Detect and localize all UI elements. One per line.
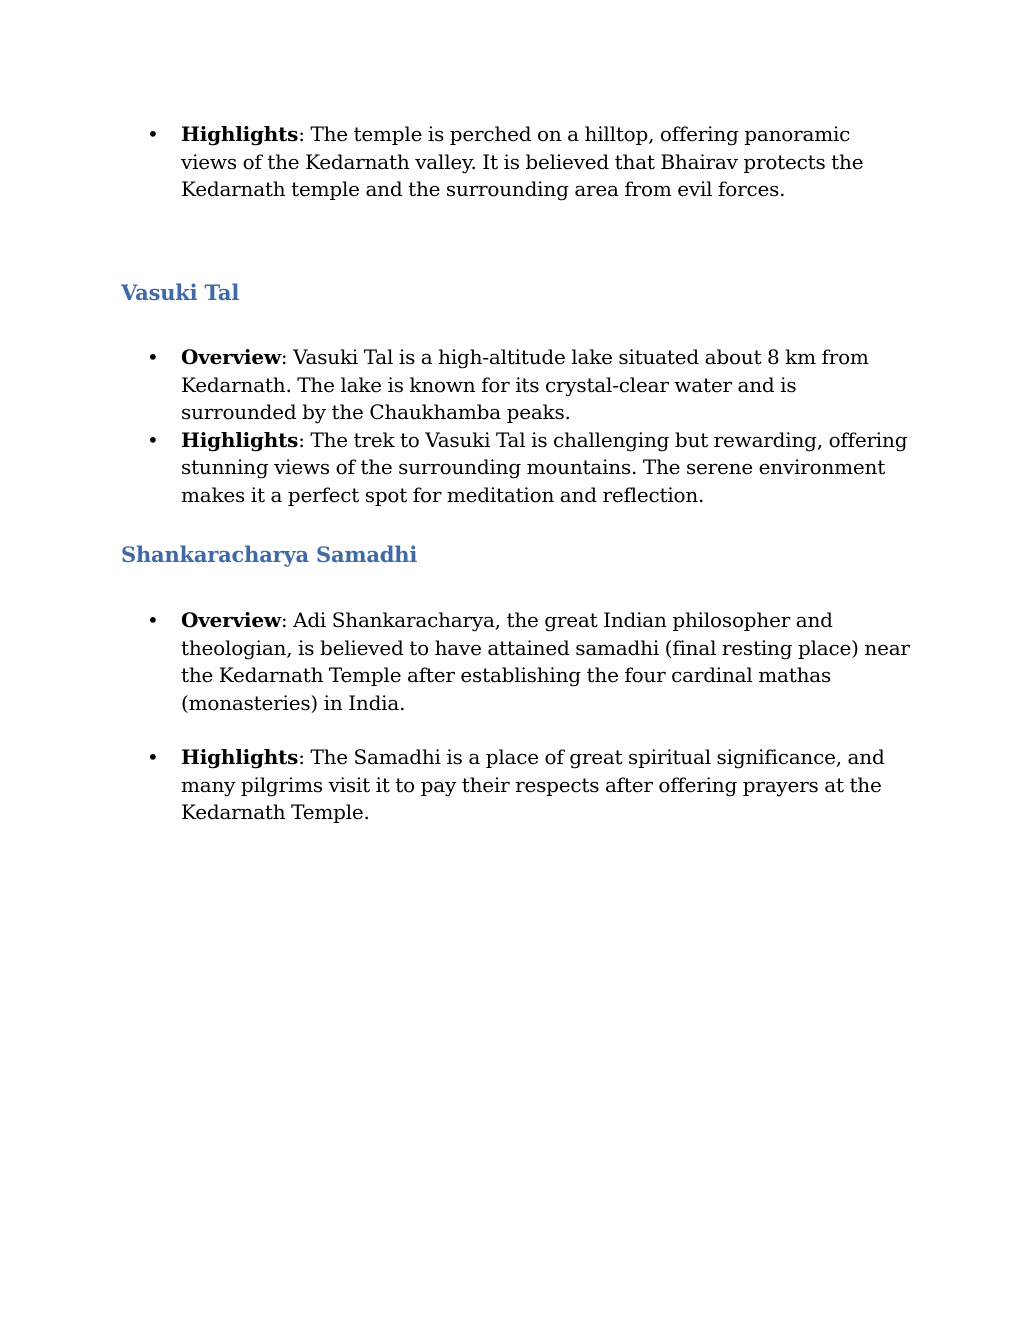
item-term: Highlights xyxy=(181,745,299,769)
item-term: Highlights xyxy=(181,122,299,146)
section-heading-vasuki-tal: Vasuki Tal xyxy=(121,280,240,305)
bullet-icon: • xyxy=(147,345,159,369)
list-item xyxy=(147,121,911,204)
item-term: Overview xyxy=(181,608,281,632)
item-term: Overview xyxy=(181,345,281,369)
item-term: Highlights xyxy=(181,427,299,452)
item-text: : The trek to Vasuki Tal is challenging but rewarding, offering stunning views of the surrounding mountains. The serene environment makes it a perfect spot for meditation and reflection. xyxy=(181,427,908,507)
list-item xyxy=(147,607,911,717)
item-text: : The Samadhi is a place of great spiritual significance, and many pilgrims visit it to pay their respects after offering prayers at the Kedarnath Temple. xyxy=(181,745,885,824)
list-item xyxy=(147,427,911,510)
bullet-icon: • xyxy=(147,427,159,452)
shankaracharya-list xyxy=(147,607,911,717)
item-text: : Vasuki Tal is a high-altitude lake situated about 8 km from Kedarnath. The lake is known for its crystal-clear water and is surrounded by the Chaukhamba peaks. xyxy=(181,345,869,424)
shankaracharya-list-2 xyxy=(147,744,911,827)
item-text: : The temple is perched on a hilltop, offering panoramic views of the Kedarnath valley. It is believed that Bhairav protects the Kedarnath temple and the surrounding area from evil forces. xyxy=(181,122,864,201)
bullet-icon: • xyxy=(147,608,159,632)
vasuki-list xyxy=(147,344,911,509)
list-item xyxy=(147,344,911,427)
bullet-icon: • xyxy=(147,122,159,146)
section-heading-shankaracharya-samadhi: Shankaracharya Samadhi xyxy=(121,542,418,567)
item-text: : Adi Shankaracharya, the great Indian philosopher and theologian, is believed to have attained samadhi (final resting place) near the Kedarnath Temple after establishing the four cardinal mathas (monasteries) in India. xyxy=(181,608,910,715)
list-item xyxy=(147,744,911,827)
bullet-icon: • xyxy=(147,745,159,769)
bhairav-list xyxy=(147,121,911,204)
